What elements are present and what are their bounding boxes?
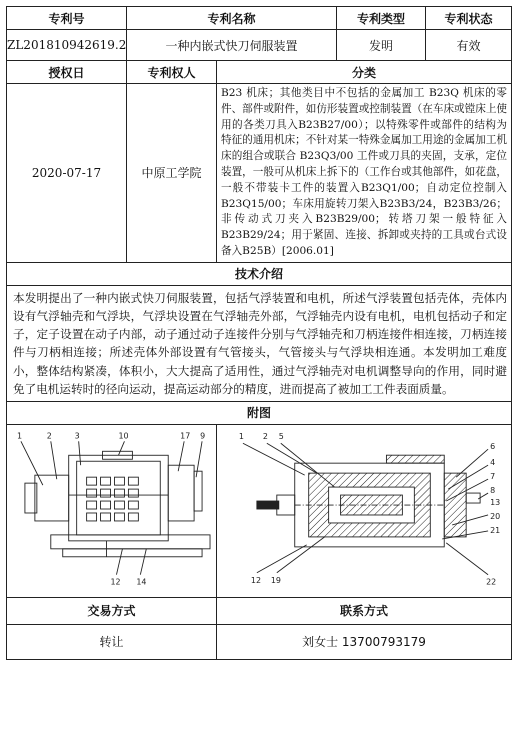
- patent-no-header: 专利号: [7, 7, 127, 30]
- right-label: 12: [250, 575, 262, 585]
- patent-status-header: 专利状态: [426, 7, 512, 30]
- footer-header-row: [7, 597, 512, 624]
- contact-header: 联系方式: [217, 597, 512, 624]
- grant-date-header: 授权日: [7, 61, 127, 84]
- patent-table: [6, 6, 512, 660]
- figures-header: 附图: [7, 401, 512, 424]
- tech-intro-header: 技术介绍: [7, 262, 512, 285]
- figures-row: [7, 424, 512, 597]
- right-figure-drawing: [217, 425, 511, 597]
- trade-mode-value: 转让: [7, 624, 217, 659]
- patent-sheet: [6, 6, 511, 732]
- right-label: 19: [270, 575, 281, 585]
- value-row-1: [7, 30, 512, 61]
- figure-left-cell: [7, 424, 217, 597]
- left-figure-drawing: [7, 425, 216, 597]
- left-label: 9: [200, 431, 206, 441]
- right-label: 1: [238, 432, 245, 442]
- right-label: 6: [490, 442, 496, 452]
- header-row-2: [7, 61, 512, 84]
- left-label: 10: [118, 431, 129, 441]
- patent-type-value: 发明: [337, 30, 426, 61]
- right-label: 20: [490, 511, 501, 521]
- classification-header: 分类: [217, 61, 512, 84]
- figure-right-cell: [217, 424, 512, 597]
- tech-intro-text: 本发明提出了一种内嵌式快刀伺服装置，包括气浮装置和电机，所述气浮装置包括壳体，壳体内设有气浮轴壳和气浮块，气浮块设置在气浮轴壳外部，气浮轴壳内设有电机，电机包括动子和定子，定子设置在动子内部，动子通过动子连接件分别与气浮轴壳和刀柄连接件相连接，刀柄连接件与刀柄相连接；所述壳体外部设置有气管接头，气管接头与气浮块相连通。本发明加工难度小，整体结构紧凑，体积小，大大提高了适用性，通过气浮轴壳对电机调整导向的作用，同时避免了电机运转时的径向运动，提高运动部分的精度，进而提高了被加工工件表面质量。: [7, 285, 512, 401]
- right-label: 8: [490, 486, 496, 496]
- left-label: 1: [16, 431, 23, 441]
- left-label: 14: [136, 577, 147, 587]
- right-label: 21: [490, 525, 501, 535]
- patent-type-header: 专利类型: [337, 7, 426, 30]
- left-label: 3: [74, 431, 80, 441]
- tech-intro-header-row: [7, 262, 512, 285]
- right-label: 5: [278, 432, 284, 442]
- left-label: 12: [110, 577, 121, 587]
- patent-no-value: ZL201810942619.2: [7, 30, 127, 61]
- value-row-2: [7, 84, 512, 263]
- right-label: 4: [490, 458, 496, 468]
- grant-date-value: 2020-07-17: [7, 84, 127, 263]
- patent-name-header: 专利名称: [127, 7, 337, 30]
- patent-status-value: 有效: [426, 30, 512, 61]
- left-label: 2: [46, 431, 52, 441]
- right-label: 13: [490, 498, 501, 508]
- patent-name-value: 一种内嵌式快刀伺服装置: [127, 30, 337, 61]
- tech-intro-row: [7, 285, 512, 401]
- patentee-header: 专利权人: [127, 61, 217, 84]
- classification-value: B23 机床；其他类目中不包括的金属加工 B23Q 机床的零件、部件或附件，如仿形装置或控制装置（在车床或镗床上使用的各类刀具入B23B27/00）；以特殊零件或部件的结构为特征的通用机床；不针对某一特殊金属加工用途的金属加工机床的组合或联合 B23Q3/00 工件或刀具的夹固，支承，定位装置，一般可从机床上拆下的（工作台或其他部件，如花盘，一般不带装卡工件的装置入B23Q1/00；自动定位控制入B23Q15/00；车床用旋转刀架入B23B3/24，B23B3/26；非传动式刀夹入B23B29/00；转塔刀架一般特征入B23B29/24；用于紧固、连接、拆卸或夹持的工具或台式设备入B25B）[2006.01]: [217, 84, 512, 263]
- footer-value-row: [7, 624, 512, 659]
- contact-value: 刘女士 13700793179: [217, 624, 512, 659]
- figures-header-row: [7, 401, 512, 424]
- header-row-1: [7, 7, 512, 30]
- right-label: 2: [262, 432, 268, 442]
- right-label: 22: [486, 577, 497, 587]
- patentee-value: 中原工学院: [127, 84, 217, 263]
- right-label: 7: [490, 472, 496, 482]
- left-label: 17: [180, 431, 191, 441]
- trade-mode-header: 交易方式: [7, 597, 217, 624]
